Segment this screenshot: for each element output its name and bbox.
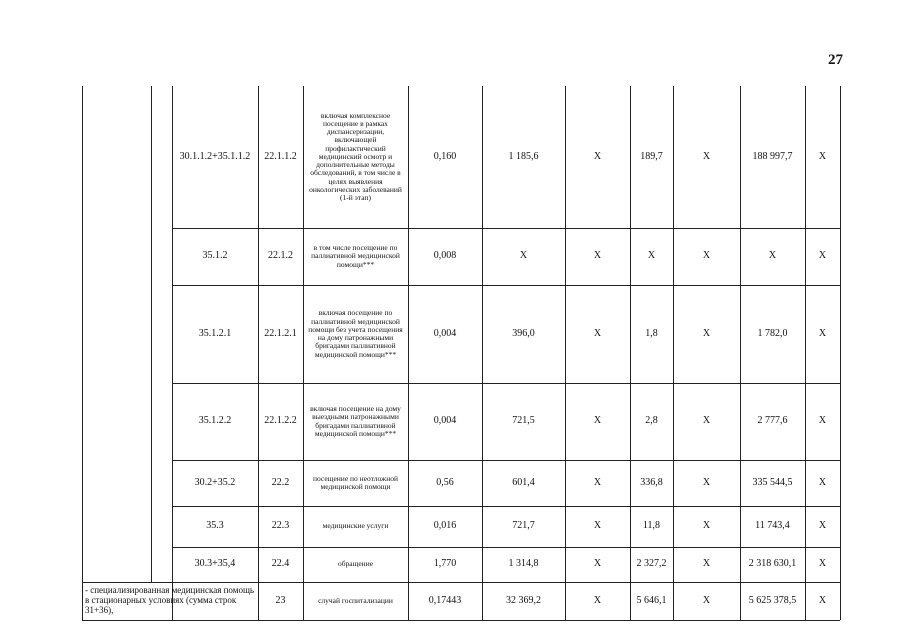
table-cell-code: 35.1.2.1 [198,327,232,339]
table-cell-norm: 0,016 [433,520,457,532]
table-cell-c4: 1 782,0 [757,327,788,339]
table-cell-code: 30.2+35.2 [194,476,236,488]
table-cell-cost: X [519,250,528,262]
page-number: 27 [828,52,843,68]
table-cell-c2: 1,8 [645,327,658,339]
table-cell-c3: X [702,594,711,606]
table-cell-c2: 5 646,1 [636,594,667,606]
table-cell-line: 22.2 [271,476,290,488]
table-cell-c5: X [818,558,827,570]
table-cell-c3: X [702,520,711,532]
column-divider [840,86,841,620]
table-cell-c1: X [593,558,602,570]
table-cell-c3: X [702,250,711,262]
table-cell-c4: 2 318 630,1 [748,558,797,570]
table-cell-norm: 0,004 [433,415,457,427]
table-cell-c3: X [702,150,711,162]
table-cell-c2: 2,8 [645,415,658,427]
table-cell-c4: 5 625 378,5 [748,594,797,606]
table-cell-c5: X [818,520,827,532]
table-cell-c3: X [702,476,711,488]
table-cell-c1: X [593,150,602,162]
table-cell-c4: X [768,250,777,262]
table-cell-code: 30.1.1.2+35.1.1.2 [179,150,251,162]
column-divider [82,86,83,620]
table-cell-c4: 188 997,7 [752,150,793,162]
table-cell-desc: медицинские услуги [322,521,389,531]
table-cell-norm: 0,160 [433,150,457,162]
table-cell-norm: 1,770 [433,558,457,570]
table-cell-c1: X [593,594,602,606]
table-cell-c2: 11,8 [642,520,661,532]
table-cell-cost: 1 314,8 [508,558,539,570]
table-cell-c4: 11 743,4 [755,520,790,532]
table-cell-c3: X [702,327,711,339]
table-cell-norm: 0,008 [433,250,457,262]
table-cell-code: 30.3+35,4 [194,558,236,570]
table-cell-c2: 189,7 [640,150,663,162]
table-cell-desc: случай госпитализации [318,595,393,605]
table-cell-c3: X [702,415,711,427]
table-cell-c1: X [593,327,602,339]
table-cell-desc: включая посещение по паллиативной медицинской помощи без учета посещения на дому патронажными бригадами паллиативной медицинской помощи*** [308,308,403,359]
table-cell-desc: посещение по неотложной медицинской помощи [312,473,399,491]
table-cell-cost: 1 185,6 [508,150,539,162]
table-cell-c5: X [818,150,827,162]
column-divider [151,86,152,582]
table-cell-desc: обращение [337,559,374,569]
table-cell-line: 22.4 [271,558,290,570]
row-label: - специализированная медицинская помощь в стационарных условиях (сумма строк 31+36), [85,585,254,615]
table-cell-c1: X [593,520,602,532]
table-cell-code: 35.3 [206,520,224,532]
table-cell-line: 22.1.1.2 [264,150,297,162]
table-cell-line: 22.1.2.2 [264,415,297,427]
table-cell-c2: X [647,250,656,262]
table-cell-c3: X [702,558,711,570]
table-cell-c5: X [818,476,827,488]
table-cell-cost: 721,5 [512,415,535,427]
table-cell-norm: 0,17443 [428,594,462,606]
table-cell-c5: X [818,415,827,427]
table-cell-line: 23 [275,594,286,606]
table-cell-cost: 32 369,2 [506,594,541,606]
table-cell-cost: 396,0 [512,327,535,339]
table-cell-desc: включая комплексное посещение в рамках диспансеризации, включающей профилактический медицинский осмотр и дополнительные методы обследований, в том числе в целях выявления онкологических заболеваний (1-й этап) [309,110,402,203]
table-cell-desc: в том числе посещение по паллиативной медицинской помощи*** [311,243,400,269]
table-cell-c1: X [593,476,602,488]
table-cell-cost: 601,4 [512,476,535,488]
table-cell-line: 22.3 [271,520,290,532]
table-cell-line: 22.1.2 [268,250,293,262]
table-cell-c4: 335 544,5 [752,476,793,488]
table-cell-cost: 721,7 [512,520,535,532]
table-cell-c1: X [593,415,602,427]
table-cell-c2: 2 327,2 [636,558,667,570]
table-cell-c5: X [818,250,827,262]
table-cell-c5: X [818,594,827,606]
table-bottom-border [82,620,840,621]
table-cell-norm: 0,56 [436,476,454,488]
table-cell-norm: 0,004 [433,327,457,339]
table-cell-code: 35.1.2.2 [198,415,232,427]
table-cell-c2: 336,8 [640,476,663,488]
table-cell-desc: включая посещение на дому выездными патронажными бригадами паллиативной медицинской помощи*** [310,404,401,438]
table-cell-code: 35.1.2 [202,250,228,262]
table-cell-c5: X [818,327,827,339]
table-cell-line: 22.1.2.1 [264,327,297,339]
table-cell-c1: X [593,250,602,262]
table-cell-c4: 2 777,6 [757,415,788,427]
